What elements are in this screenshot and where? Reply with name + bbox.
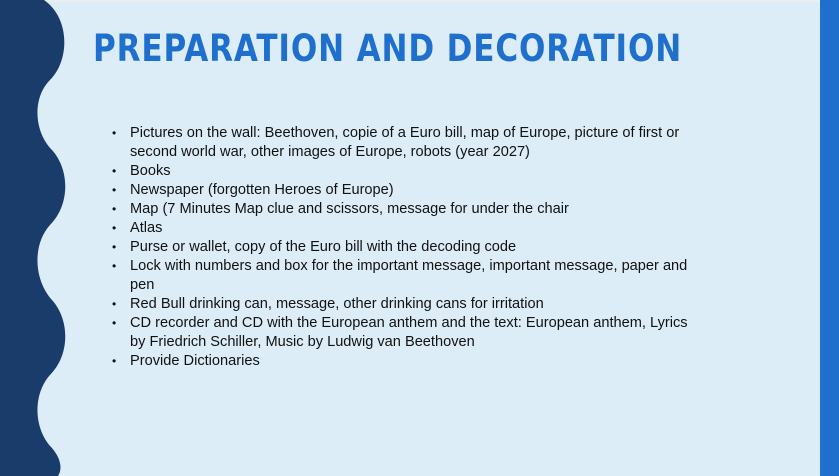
wave-decoration: [0, 0, 80, 476]
top-divider: [0, 0, 839, 2]
bullet-text: Purse or wallet, copy of the Euro bill with the decoding code: [130, 239, 517, 255]
list-item: [112, 181, 702, 200]
bullet-icon: •: [112, 297, 117, 311]
list-item: [112, 200, 702, 219]
slide-title: PREPARATION AND DECORATION: [93, 27, 683, 70]
list-item: [112, 257, 702, 295]
bullet-text: Atlas: [130, 220, 163, 236]
bullet-text: CD recorder and CD with the European anthem and the text: European anthem, Lyrics by Friedrich Schiller, Music by Ludwig van Beethoven: [130, 315, 688, 350]
bullet-icon: •: [112, 164, 117, 178]
right-accent-bar: [820, 0, 839, 476]
list-item: [112, 219, 702, 238]
bullet-icon: •: [112, 354, 117, 368]
bullet-text: Red Bull drinking can, message, other drinking cans for irritation: [130, 296, 544, 312]
list-item: [112, 124, 702, 162]
bullet-list: [112, 124, 702, 371]
list-item: [112, 352, 702, 371]
bullet-icon: •: [112, 202, 117, 216]
bullet-text: Books: [130, 163, 171, 179]
bullet-icon: •: [112, 221, 117, 235]
bullet-text: Lock with numbers and box for the important message, important message, paper and pen: [130, 258, 688, 293]
list-item: [112, 162, 702, 181]
bullet-icon: •: [112, 126, 117, 140]
bullet-icon: •: [112, 259, 117, 273]
bullet-icon: •: [112, 240, 117, 254]
bullet-text: Pictures on the wall: Beethoven, copie of a Euro bill, map of Europe, picture of first or second world war, other images of Europe, robots (year 2027): [130, 125, 680, 160]
bullet-icon: •: [112, 183, 117, 197]
bullet-text: Newspaper (forgotten Heroes of Europe): [130, 182, 394, 198]
bullet-icon: •: [112, 316, 117, 330]
list-item: [112, 295, 702, 314]
list-item: [112, 238, 702, 257]
bullet-text: Provide Dictionaries: [130, 353, 260, 369]
bullet-text: Map (7 Minutes Map clue and scissors, message for under the chair: [130, 201, 569, 217]
list-item: [112, 314, 702, 352]
